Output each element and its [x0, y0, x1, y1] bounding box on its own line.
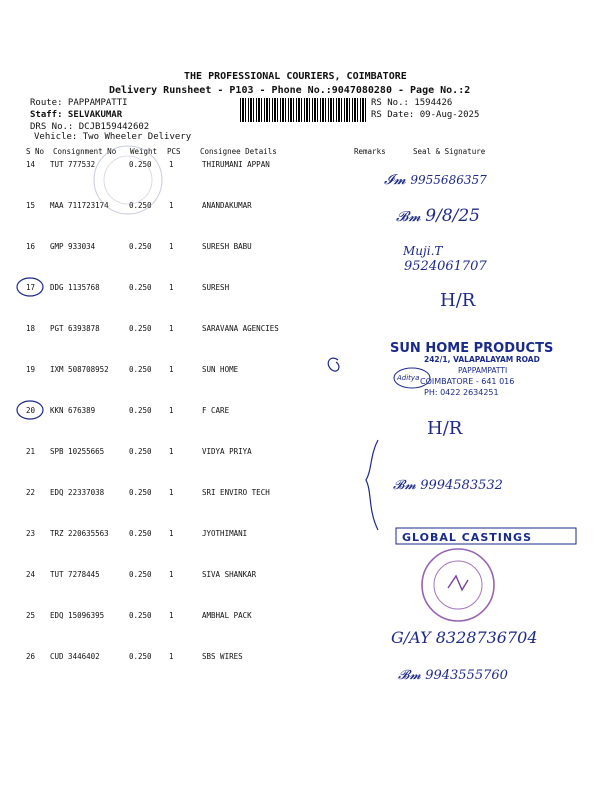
row-sno: 18	[26, 324, 36, 333]
col-consignee: Consignee Details	[200, 147, 277, 156]
drs-label: DRS No.: DCJB159442602	[30, 122, 150, 132]
row-consignment: GMP 933034	[50, 242, 96, 251]
rs-no-label: RS No.: 1594426	[371, 98, 453, 108]
row-weight: 0.250	[129, 529, 152, 538]
col-seal-signature: Seal & Signature	[413, 147, 486, 156]
row-sno: 16	[26, 242, 36, 251]
row-consignment: MAA 711723174	[50, 201, 109, 210]
row-pcs: 1	[169, 406, 174, 415]
row-consignment: DDG 1135768	[50, 283, 100, 292]
row-consignee: SUN HOME	[202, 365, 239, 374]
stamp-address-1: 242/1, VALAPALAYAM ROAD	[424, 355, 540, 364]
row-weight: 0.250	[129, 324, 152, 333]
row-sno: 22	[26, 488, 36, 497]
row-weight: 0.250	[129, 611, 152, 620]
row-sno: 26	[26, 652, 36, 661]
tick-mark	[328, 358, 339, 371]
row-weight: 0.250	[129, 283, 152, 292]
row-consignment: PGT 6393878	[50, 324, 100, 333]
signature-16-name: Muji.T	[403, 244, 443, 258]
row-weight: 0.250	[129, 160, 152, 169]
col-consignment: Consignment No	[53, 147, 117, 156]
row-consignment: IXM 508708952	[50, 365, 109, 374]
row-consignee: SRI ENVIRO TECH	[202, 488, 270, 497]
row-consignment: TUT 7278445	[50, 570, 100, 579]
row-weight: 0.250	[129, 570, 152, 579]
row-consignee: AMBHAL PACK	[202, 611, 252, 620]
stamp-address-2: PAPPAMPATTI	[458, 366, 508, 375]
row-pcs: 1	[169, 529, 174, 538]
row-consignment: KKN 676389	[50, 406, 96, 415]
row-weight: 0.250	[129, 447, 152, 456]
row-consignee: VIDYA PRIYA	[202, 447, 252, 456]
row-sno: 23	[26, 529, 36, 538]
purple-seal-mark	[448, 576, 468, 590]
stamp-brand: Aditya	[397, 374, 420, 382]
signature-16-phone: 9524061707	[404, 259, 487, 274]
row-pcs: 1	[169, 242, 174, 251]
stamp-company-name: SUN HOME PRODUCTS	[390, 341, 554, 356]
stamp-phone: PH: 0422 2634251	[424, 388, 499, 397]
row-sno: 14	[26, 160, 36, 169]
row-weight: 0.250	[129, 406, 152, 415]
row-pcs: 1	[169, 324, 174, 333]
row-consignee: SIVA SHANKAR	[202, 570, 257, 579]
barcode	[240, 98, 368, 122]
row-sno: 24	[26, 570, 36, 579]
rs-date-label: RS Date: 09-Aug-2025	[371, 110, 480, 120]
purple-seal-inner	[434, 561, 482, 609]
row-weight: 0.250	[129, 652, 152, 661]
signature-22: 𝓑𝓶 9994583532	[393, 478, 503, 493]
row-pcs: 1	[169, 201, 174, 210]
col-remarks: Remarks	[354, 147, 386, 156]
row-sno: 21	[26, 447, 36, 456]
signature-26: 𝓑𝓶 9943555760	[398, 668, 508, 683]
row-pcs: 1	[169, 160, 174, 169]
row-consignee: SBS WIRES	[202, 652, 243, 661]
brace-mark	[366, 440, 378, 530]
row-consignment: EDQ 22337038	[50, 488, 105, 497]
row-sno: 20	[26, 406, 36, 415]
row-pcs: 1	[169, 447, 174, 456]
row-pcs: 1	[169, 365, 174, 374]
row-consignee: JYOTHIMANI	[202, 529, 248, 538]
signature-15: 𝓑𝓶 9/8/25	[396, 206, 480, 226]
stamp-address-3: COIMBATORE - 641 016	[420, 377, 515, 386]
row-weight: 0.250	[129, 488, 152, 497]
vehicle-label: Vehicle: Two Wheeler Delivery	[34, 132, 192, 142]
col-weight: Weight	[130, 147, 158, 156]
row-consignee: F CARE	[202, 406, 230, 415]
row-consignment: EDQ 15096395	[50, 611, 105, 620]
route-label: Route: PAPPAMPATTI	[30, 98, 128, 108]
row-pcs: 1	[169, 488, 174, 497]
row-sno: 25	[26, 611, 36, 620]
row-weight: 0.250	[129, 201, 152, 210]
global-castings-stamp: GLOBAL CASTINGS	[402, 531, 532, 544]
row-weight: 0.250	[129, 242, 152, 251]
row-consignee: ANANDAKUMAR	[202, 201, 252, 210]
row-sno: 15	[26, 201, 36, 210]
row-consignee: SURESH BABU	[202, 242, 252, 251]
col-pcs: PCS	[167, 147, 181, 156]
row-sno: 17	[26, 283, 36, 292]
row-pcs: 1	[169, 611, 174, 620]
row-consignee: SURESH	[202, 283, 230, 292]
row-consignment: CUD 3446402	[50, 652, 100, 661]
signature-25: G/AY 8328736704	[391, 628, 538, 647]
col-sno: S No	[26, 147, 45, 156]
row-pcs: 1	[169, 283, 174, 292]
row-consignee: SARAVANA AGENCIES	[202, 324, 279, 333]
staff-label: Staff: SELVAKUMAR	[30, 110, 123, 120]
signature-14: 𝓘𝓶 9955686357	[384, 172, 487, 188]
row-weight: 0.250	[129, 365, 152, 374]
row-consignee: THIRUMANI APPAN	[202, 160, 270, 169]
row-pcs: 1	[169, 570, 174, 579]
row-pcs: 1	[169, 652, 174, 661]
row-consignment: TRZ 220635563	[50, 529, 109, 538]
purple-seal-outer	[422, 549, 494, 621]
row-consignment: TUT 777532	[50, 160, 96, 169]
row-sno: 19	[26, 365, 36, 374]
remark-hr-17: H/R	[440, 290, 476, 311]
remark-hr-21: H/R	[427, 418, 463, 439]
company-title: THE PROFESSIONAL COURIERS, COIMBATORE	[184, 71, 407, 82]
row-consignment: SPB 10255665	[50, 447, 105, 456]
runsheet-title: Delivery Runsheet - P103 - Phone No.:9047080280 - Page No.:2	[109, 85, 471, 96]
